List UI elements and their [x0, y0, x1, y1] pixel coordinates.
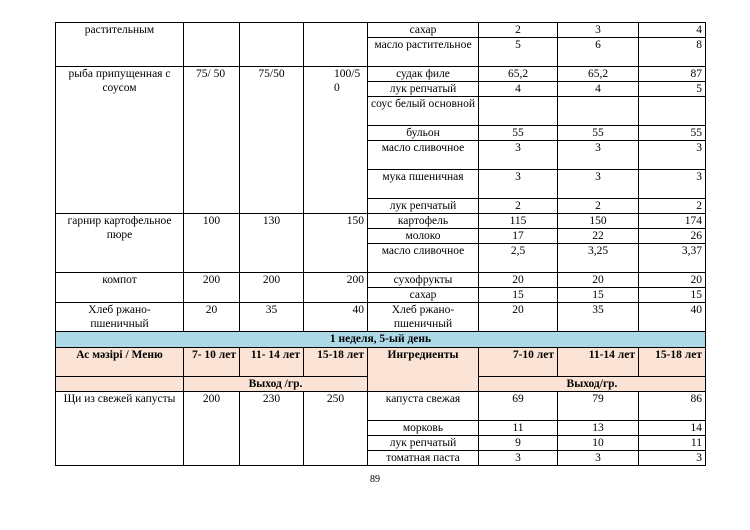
ingredient-cell: бульон: [368, 126, 479, 141]
ingredient-cell: судак филе: [368, 67, 479, 82]
menu-item-cell: Щи из свежей капусты: [56, 392, 184, 466]
ingredient-cell: томатная паста: [368, 451, 479, 466]
value-7-10: 4: [479, 82, 558, 97]
menu-item-cell: гарнир картофельное пюре: [56, 214, 184, 273]
menu-item-cell: растительным: [56, 23, 184, 67]
header-ingredient-age-7-10: 7-10 лет: [479, 348, 558, 377]
value-11-14: 13: [558, 421, 639, 436]
value-7-10: 2: [479, 199, 558, 214]
portion-11-14: 230: [240, 392, 304, 466]
header-ingredient-age-15-18: 15-18 лет: [639, 348, 706, 377]
ingredient-cell: масло сливочное: [368, 244, 479, 273]
portion-7-10: [184, 23, 240, 67]
ingredient-cell: сухофрукты: [368, 273, 479, 288]
portion-15-18: 40: [304, 303, 368, 332]
portion-11-14: 130: [240, 214, 304, 273]
ingredient-cell: мука пшеничная: [368, 170, 479, 199]
header-yield-right: Выход/гр.: [479, 377, 706, 392]
header-yield-left: Выход /гр.: [184, 377, 368, 392]
header-ingredients: Ингредиенты: [368, 348, 479, 392]
value-11-14: 10: [558, 436, 639, 451]
portion-7-10: 100: [184, 214, 240, 273]
value-11-14: 3: [558, 23, 639, 38]
value-15-18: 3: [639, 141, 706, 170]
ingredient-cell: лук репчатый: [368, 199, 479, 214]
ingredient-cell: картофель: [368, 214, 479, 229]
header-row: [56, 348, 706, 377]
portion-7-10: 20: [184, 303, 240, 332]
value-15-18: 15: [639, 288, 706, 303]
value-7-10: 15: [479, 288, 558, 303]
portion-11-14: [240, 23, 304, 67]
table-row: [56, 303, 706, 332]
portion-7-10: 75/ 50: [184, 67, 240, 214]
portion-11-14: 35: [240, 303, 304, 332]
portion-11-14: 200: [240, 273, 304, 303]
portion-15-18: 100/5 0: [304, 67, 368, 214]
value-7-10: [479, 97, 558, 126]
value-15-18: 3: [639, 451, 706, 466]
value-15-18: 14: [639, 421, 706, 436]
menu-table: [55, 22, 706, 466]
header-age-11-14: 11- 14 лет: [240, 348, 304, 377]
value-11-14: 35: [558, 303, 639, 332]
value-11-14: 3: [558, 451, 639, 466]
value-15-18: 3,37: [639, 244, 706, 273]
value-11-14: 3: [558, 141, 639, 170]
value-7-10: 69: [479, 392, 558, 421]
table-row: [56, 392, 706, 421]
header-menu: Ас мәзірі / Меню: [56, 348, 184, 377]
value-11-14: 79: [558, 392, 639, 421]
value-15-18: [639, 97, 706, 126]
ingredient-cell: сахар: [368, 23, 479, 38]
value-15-18: 40: [639, 303, 706, 332]
ingredient-cell: лук репчатый: [368, 82, 479, 97]
value-11-14: 65,2: [558, 67, 639, 82]
portion-15-18: [304, 23, 368, 67]
value-7-10: 5: [479, 38, 558, 67]
portion-15-18: 150: [304, 214, 368, 273]
table-row: [56, 214, 706, 229]
value-11-14: 2: [558, 199, 639, 214]
value-7-10: 2,5: [479, 244, 558, 273]
menu-item-cell: компот: [56, 273, 184, 303]
value-11-14: 15: [558, 288, 639, 303]
value-15-18: 87: [639, 67, 706, 82]
value-15-18: 3: [639, 170, 706, 199]
ingredient-cell: морковь: [368, 421, 479, 436]
table-row: [56, 67, 706, 82]
value-15-18: 11: [639, 436, 706, 451]
ingredient-cell: молоко: [368, 229, 479, 244]
value-15-18: 20: [639, 273, 706, 288]
value-11-14: [558, 97, 639, 126]
value-11-14: 6: [558, 38, 639, 67]
value-11-14: 3,25: [558, 244, 639, 273]
value-15-18: 26: [639, 229, 706, 244]
value-15-18: 5: [639, 82, 706, 97]
value-15-18: 86: [639, 392, 706, 421]
value-7-10: 20: [479, 303, 558, 332]
value-7-10: 20: [479, 273, 558, 288]
value-15-18: 8: [639, 38, 706, 67]
value-15-18: 55: [639, 126, 706, 141]
value-7-10: 2: [479, 23, 558, 38]
ingredient-cell: масло растительное: [368, 38, 479, 67]
table-row: [56, 273, 706, 288]
portion-15-18: 200: [304, 273, 368, 303]
day-title: 1 неделя, 5-ый день: [56, 332, 706, 348]
ingredient-cell: сахар: [368, 288, 479, 303]
portion-15-18: 250: [304, 392, 368, 466]
value-7-10: 55: [479, 126, 558, 141]
page-number: 89: [370, 474, 380, 485]
ingredient-cell: Хлеб ржано- пшеничный: [368, 303, 479, 332]
value-7-10: 3: [479, 141, 558, 170]
value-7-10: 3: [479, 451, 558, 466]
value-7-10: 9: [479, 436, 558, 451]
value-7-10: 115: [479, 214, 558, 229]
table-row: [56, 23, 706, 38]
value-11-14: 150: [558, 214, 639, 229]
value-15-18: 2: [639, 199, 706, 214]
menu-item-cell: рыба припущенная с соусом: [56, 67, 184, 214]
value-11-14: 4: [558, 82, 639, 97]
menu-item-cell: Хлеб ржано- пшеничный: [56, 303, 184, 332]
value-11-14: 3: [558, 170, 639, 199]
value-11-14: 20: [558, 273, 639, 288]
value-11-14: 22: [558, 229, 639, 244]
value-7-10: 3: [479, 170, 558, 199]
value-15-18: 4: [639, 23, 706, 38]
portion-11-14: 75/50: [240, 67, 304, 214]
ingredient-cell: масло сливочное: [368, 141, 479, 170]
value-7-10: 17: [479, 229, 558, 244]
header-ingredient-age-11-14: 11-14 лет: [558, 348, 639, 377]
ingredient-cell: соус белый основной: [368, 97, 479, 126]
ingredient-cell: капуста свежая: [368, 392, 479, 421]
value-7-10: 65,2: [479, 67, 558, 82]
portion-7-10: 200: [184, 273, 240, 303]
portion-7-10: 200: [184, 392, 240, 466]
value-7-10: 11: [479, 421, 558, 436]
header-age-15-18: 15-18 лет: [304, 348, 368, 377]
value-15-18: 174: [639, 214, 706, 229]
value-11-14: 55: [558, 126, 639, 141]
day-title-row: [56, 332, 706, 348]
header-age-7-10: 7- 10 лет: [184, 348, 240, 377]
ingredient-cell: лук репчатый: [368, 436, 479, 451]
